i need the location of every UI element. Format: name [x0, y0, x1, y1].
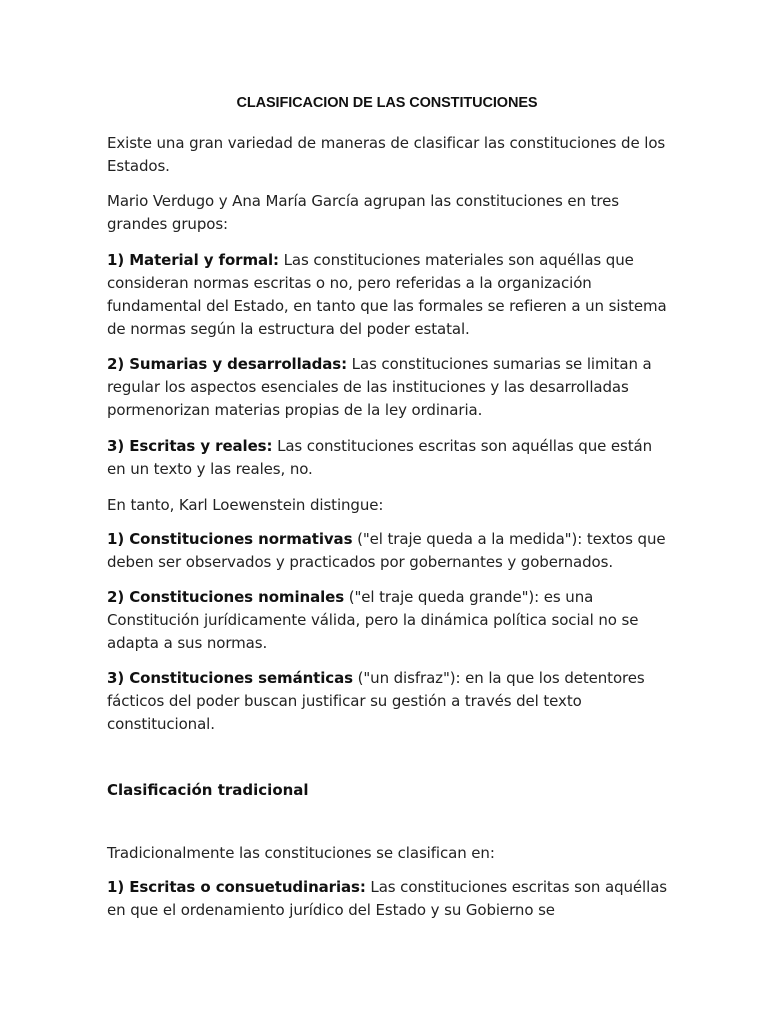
item-label: 2) Constituciones nominales	[107, 588, 345, 606]
classification-item-escritas-consuetudinarias	[107, 876, 667, 922]
classification-item-sumarias	[107, 353, 667, 422]
item-text: Las constituciones escritas son aquéllas que están en un texto y las reales, no.	[107, 437, 653, 478]
item-text: Las constituciones materiales son aquéllas que consideran normas escritas o no, pero referidas a la organización fundamental del Estado, en tanto que las formales se refieren a un sistema de normas según la estructura del poder estatal.	[107, 251, 667, 338]
traditional-intro: Tradicionalmente las constituciones se clasifican en:	[107, 844, 495, 862]
item-label: 2) Sumarias y desarrolladas:	[107, 355, 348, 373]
section-heading: Clasificación tradicional	[107, 781, 309, 799]
classification-item-escritas-reales	[107, 435, 667, 481]
classification-item-semanticas	[107, 667, 667, 736]
item-label: 1) Escritas o consuetudinarias:	[107, 878, 366, 896]
loewenstein-intro: En tanto, Karl Loewenstein distingue:	[107, 496, 384, 514]
classification-item-nominales	[107, 586, 667, 655]
classification-item-material-formal	[107, 249, 667, 341]
classification-item-normativas	[107, 528, 667, 574]
item-text: ("el traje queda a la medida"): textos que deben ser observados y practicados por gobernantes y gobernados.	[107, 530, 666, 571]
document-title: CLASIFICACION DE LAS CONSTITUCIONES	[236, 95, 538, 111]
item-text: Las constituciones sumarias se limitan a regular los aspectos esenciales de las instituciones y las desarrolladas pormenorizan materias propias de la ley ordinaria.	[107, 355, 652, 419]
intro-paragraph-2: Mario Verdugo y Ana María García agrupan las constituciones en tres grandes grupos:	[107, 192, 619, 233]
intro-paragraph-1: Existe una gran variedad de maneras de clasificar las constituciones de los Estados.	[107, 134, 666, 175]
item-label: 3) Constituciones semánticas	[107, 669, 353, 687]
item-label: 1) Material y formal:	[107, 251, 279, 269]
item-text: ("un disfraz"): en la que los detentores fácticos del poder buscan justificar su gestión a través del texto constitucional.	[107, 669, 645, 733]
item-text: Las constituciones escritas son aquéllas en que el ordenamiento jurídico del Estado y su Gobierno se	[107, 878, 667, 919]
item-label: 3) Escritas y reales:	[107, 437, 273, 455]
item-label: 1) Constituciones normativas	[107, 530, 353, 548]
item-text: ("el traje queda grande"): es una Constitución jurídicamente válida, pero la dinámica política social no se adapta a sus normas.	[107, 588, 639, 652]
